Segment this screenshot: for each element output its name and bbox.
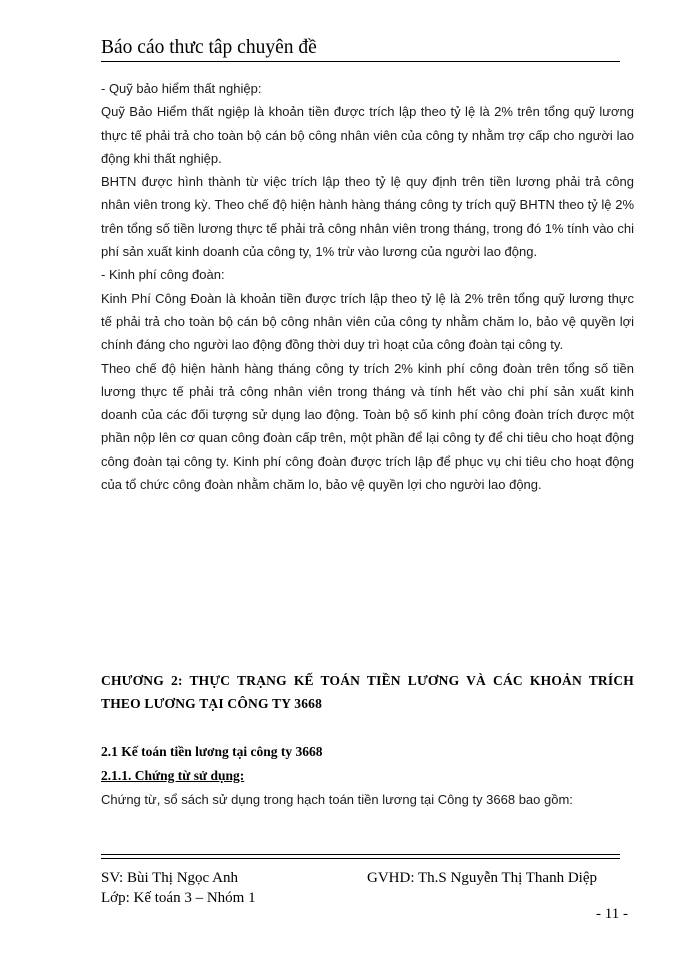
page-header — [101, 36, 620, 62]
body-text — [101, 77, 634, 496]
footer-class: Lớp: Kế toán 3 – Nhóm 1 — [101, 890, 256, 906]
paragraph-kpcd-heading: - Kinh phí công đoàn: — [101, 267, 225, 283]
section-intro: Chứng từ, sổ sách sử dụng trong hạch toán tiền lương tại Công ty 3668 bao gồm: — [101, 792, 573, 807]
header-title: Báo cáo thưc tâp chuyên đề — [101, 37, 317, 58]
subsection-title: 2.1.1. Chứng từ sử dụng: — [101, 768, 245, 783]
footer-student: SV: Bùi Thị Ngọc Anh — [101, 870, 238, 886]
footer-supervisor: GVHD: Th.S Nguyễn Thị Thanh Diệp — [367, 870, 597, 886]
section-block — [101, 740, 634, 788]
paragraph-bhtn-definition: Quỹ Bảo Hiểm thất ngiệp là khoản tiền được trích lập theo tỷ lệ là 2% trên tổng quỹ lương thực tế phải trả cho toàn bộ cán bộ công nhân viên của công ty nhằm trợ cấp cho người lao động khi thất nghiệp. — [101, 104, 634, 166]
page-footer — [101, 868, 621, 908]
page-number: - 11 - — [596, 906, 628, 922]
paragraph-bhtn-heading: - Quỹ bảo hiểm thất nghiệp: — [101, 81, 262, 96]
chapter-title: CHƯƠNG 2: THỰC TRẠNG KẾ TOÁN TIỀN LƯƠNG VÀ CÁC KHOẢN TRÍCH THEO LƯƠNG TẠI CÔNG TY 3668 — [101, 673, 634, 711]
paragraph-bhtn-formation: BHTN được hình thành từ việc trích lập theo tỷ lệ quy định trên tiền lương phải trả công nhân viên trong kỳ. Theo chế độ hiện hành hàng tháng công ty trích quỹ BHTN theo tỷ lệ 2% trên tổng số tiền lương thực tế phải trả công nhân viên trong tháng, trong đó 1% tính vào chi phí sản xuất kinh doanh của công ty, 1% trừ vào lương của người lao động. — [101, 174, 634, 260]
paragraph-kpcd-regulation: Theo chế độ hiện hành hàng tháng công ty trích 2% kinh phí công đoàn trên tổng số tiền lương thực tế phải trả công nhân viên trong tháng và tính hết vào chi phí sản xuất kinh doanh của các đối tượng sử dụng lao động. Toàn bộ số kinh phí công đoàn trích được một phần nộp lên cơ quan công đoàn cấp trên, một phần để lại công ty để chi tiêu cho hoạt động công đoàn tại công ty. Kinh phí công đoàn được trích lập để phục vụ chi tiêu cho hoạt động của tổ chức công đoàn nhằm chăm lo, bảo vệ quyền lợi cho người lao động. — [101, 360, 634, 493]
paragraph-kpcd-definition: Kinh Phí Công Đoàn là khoản tiền được trích lập theo tỷ lệ là 2% trên tổng quỹ lương thực tế phải trả cho toàn bộ cán bộ công nhân viên của công ty nhằm chăm lo, bảo vệ quyền lợi chính đáng cho người lao động đồng thời duy trì hoạt của công đoàn tại công ty. — [101, 290, 634, 353]
footer-divider — [101, 854, 620, 859]
section-title: 2.1 Kế toán tiền lương tại công ty 3668 — [101, 744, 323, 759]
